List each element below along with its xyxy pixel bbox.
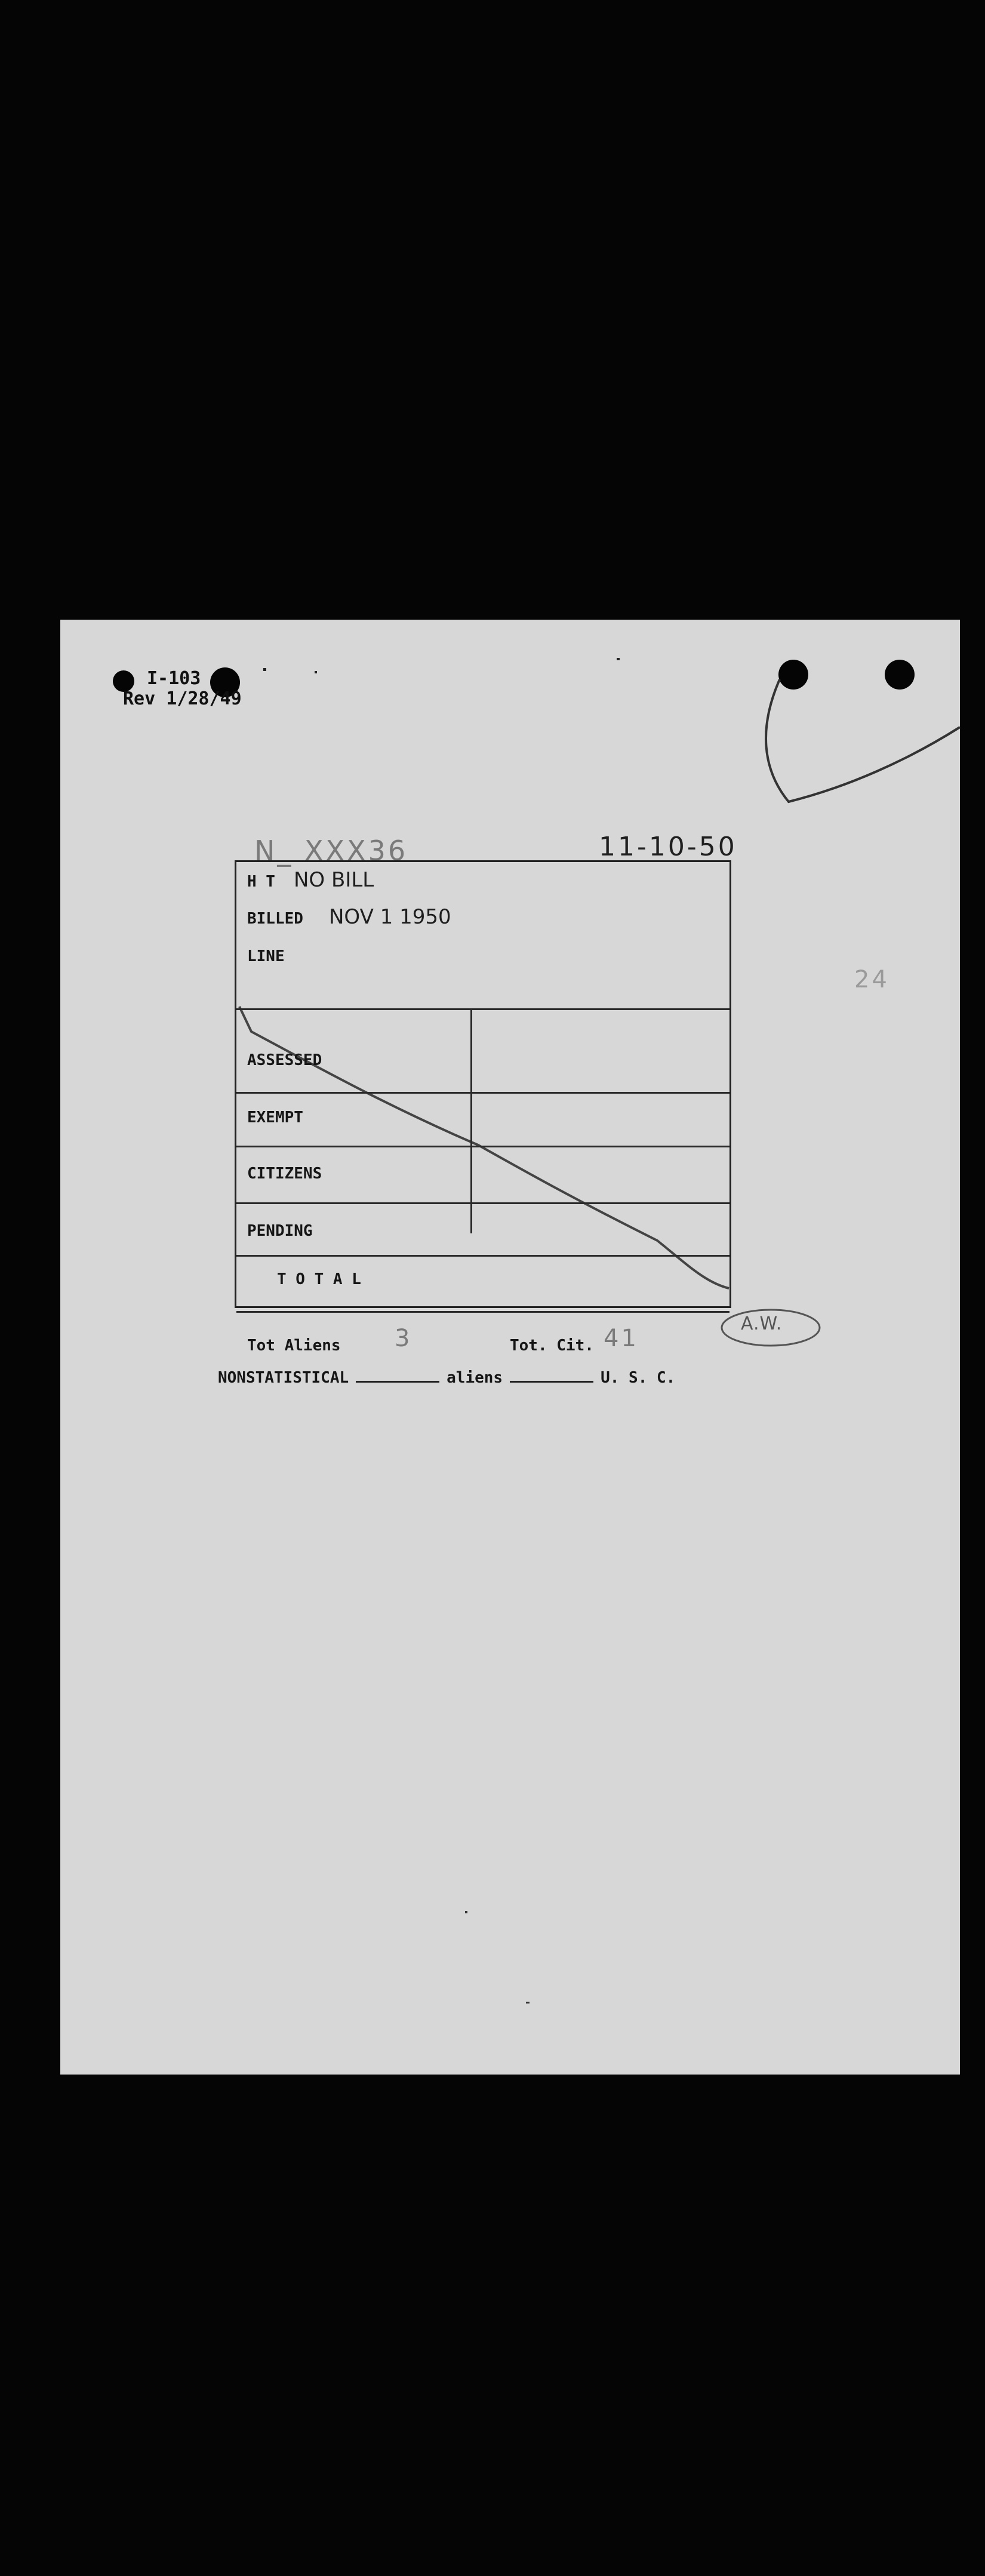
tot-aliens-handwritten: 3 — [395, 1325, 413, 1352]
scan-speck — [465, 1911, 467, 1913]
scan-speck — [526, 2002, 530, 2003]
divider-1 — [236, 1092, 729, 1094]
row-assessed-label: ASSESSED — [247, 1051, 322, 1069]
tally-form — [235, 860, 731, 1355]
usc-label: U. S. C. — [601, 1369, 676, 1387]
line-label: LINE — [247, 947, 285, 965]
billed-stamp: NOV 1 1950 — [329, 905, 451, 929]
page-number-handwritten: 24 — [854, 966, 889, 993]
scan-speck — [315, 671, 317, 673]
divider-2 — [236, 1146, 729, 1147]
row-citizens-label: CITIZENS — [247, 1165, 322, 1183]
ht-stamp: NO BILL — [294, 868, 374, 892]
tot-aliens-label: Tot Aliens — [247, 1337, 341, 1355]
column-divider — [470, 1008, 472, 1233]
row-exempt-label: EXEMPT — [247, 1109, 303, 1127]
divider-5 — [236, 1311, 729, 1313]
scan-speck — [617, 658, 620, 660]
tot-cit-label: Tot. Cit. — [510, 1337, 594, 1355]
form-revision: Rev 1/28/49 — [123, 688, 242, 709]
divider-4 — [236, 1255, 729, 1257]
billed-label: BILLED — [247, 910, 303, 928]
form-number: I-103 — [147, 668, 201, 689]
divider-3 — [236, 1202, 729, 1204]
ht-label: H T — [247, 873, 275, 891]
nonstatistical-line — [218, 1369, 675, 1387]
nonstatistical-blank — [356, 1381, 439, 1383]
aliens-blank — [510, 1381, 593, 1383]
tot-cit-handwritten: 41 — [604, 1325, 639, 1352]
row-pending-label: PENDING — [247, 1222, 313, 1240]
date-handwritten: 11-10-50 — [599, 832, 737, 862]
scan-speck — [263, 668, 266, 671]
initials-handwritten: A.W. — [741, 1313, 783, 1334]
manifest-card — [60, 620, 960, 2075]
total-label: T O T A L — [277, 1270, 361, 1288]
divider-header — [236, 1008, 729, 1010]
aliens-label: aliens — [447, 1369, 503, 1387]
file-number-handwritten: N_ XXX36 — [254, 835, 408, 867]
nonstatistical-label: NONSTATISTICAL — [218, 1369, 349, 1387]
